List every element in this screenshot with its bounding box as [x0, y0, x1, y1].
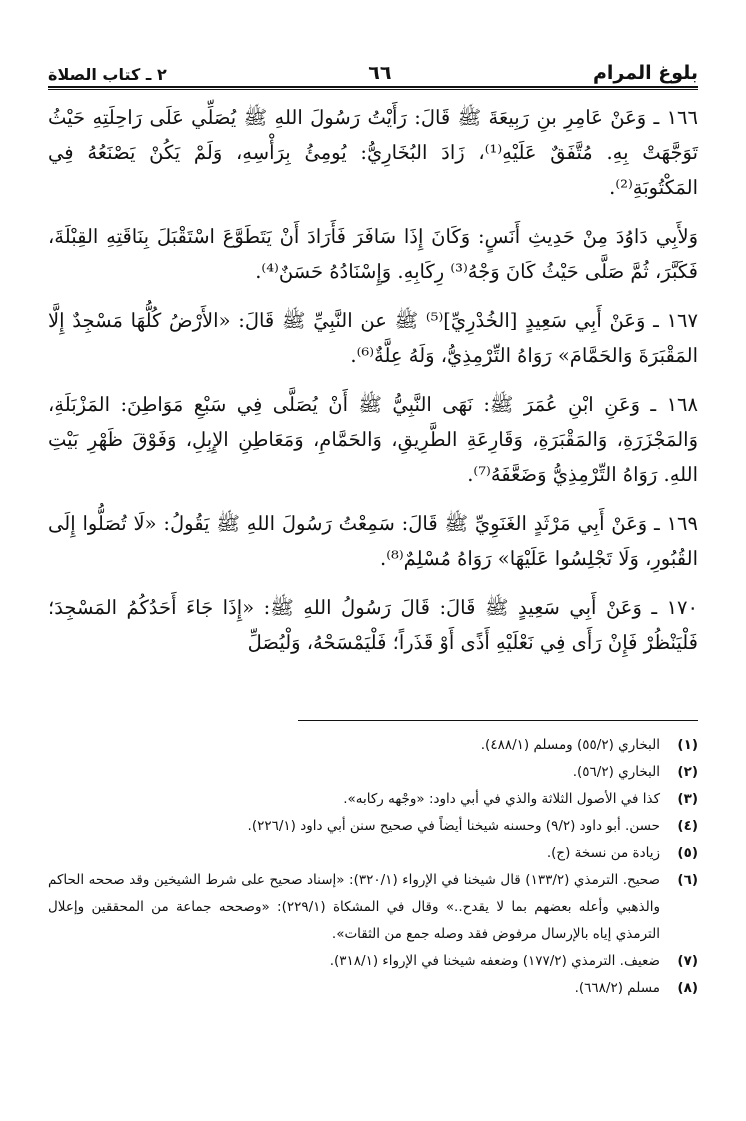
footnote-text: مسلم (٦٦٨/٢).	[574, 980, 660, 996]
footnote-label: (٨)	[677, 980, 698, 996]
footnote-4	[48, 813, 698, 840]
hadith-168: ١٦٨ ـ وَعَنِ ابْنِ عُمَرَ ﷺ: نَهَى النَّبِيُّ ﷺ أَنْ يُصَلَّى فِي سَبْعِ مَوَاطِنَ: المَزْبَلَةِ، وَالمَجْزَرَةِ، وَالمَقْبَرَةِ، وَقَارِعَةِ الطَّرِيقِ، وَالحَمَّامِ، وَمَعَاطِنِ الإِبِلِ، وَفَوْقَ ظَهْرِ بَيْتِ اللهِ. رَوَاهُ التِّرْمِذِيُّ وَضَعَّفَهُ⁽⁷⁾.	[48, 393, 698, 486]
footnote-label: (١)	[677, 737, 698, 753]
footnote-7	[48, 948, 698, 975]
footnotes	[48, 732, 698, 1002]
footnote-label: (٢)	[677, 764, 698, 780]
footnote-5	[48, 840, 698, 867]
page-number: ٦٦	[368, 62, 392, 84]
footnote-2	[48, 759, 698, 786]
hadith-167: ١٦٧ ـ وَعَنْ أَبِي سَعِيدٍ [الخُدْرِيِّ]⁽⁵⁾ ﷺ عن النَّبِيِّ ﷺ قَالَ: «الأَرْضُ كُلُّهَا مَسْجِدٌ إِلَّا المَقْبَرَةَ وَالحَمَّامَ» رَوَاهُ التِّرْمِذِيُّ، وَلَهُ عِلَّةٌ⁽⁶⁾.	[48, 309, 698, 367]
footnote-text: حسن. أبو داود (٩/٢) وحسنه شيخنا أيضاً في صحيح سنن أبي داود (٢٢٦/١).	[247, 818, 660, 834]
hadith-170: ١٧٠ ـ وَعَنْ أَبِي سَعِيدٍ ﷺ قَالَ: قَالَ رَسُولُ اللهِ ﷺ: «إِذَا جَاءَ أَحَدُكُمُ المَسْجِدَ؛ فَلْيَنْظُرْ فَإِنْ رَأَى فِي نَعْلَيْهِ أَذًى أَوْ قَذَراً؛ فَلْيَمْسَحْهُ، وَلْيُصَلِّ	[48, 596, 698, 654]
chapter-title: ٢ ـ كتاب الصلاة	[48, 65, 167, 84]
footnote-label: (٣)	[677, 791, 698, 807]
page-header	[48, 44, 698, 84]
footnote-label: (٧)	[677, 953, 698, 969]
hadith-169: ١٦٩ ـ وَعَنْ أَبِي مَرْثَدٍ الغَنَوِيِّ ﷺ قَالَ: سَمِعْتُ رَسُولَ اللهِ ﷺ يَقُولُ: «لَا تُصَلُّوا إِلَى القُبُورِ، وَلَا تَجْلِسُوا عَلَيْهَا» رَوَاهُ مُسْلِمٌ⁽⁸⁾.	[48, 512, 698, 570]
footnote-6	[48, 867, 698, 948]
footnote-text: كذا في الأصول الثلاثة والذي في أبي داود: «وجْهه ركابه».	[343, 791, 660, 807]
footnote-3	[48, 786, 698, 813]
footnote-label: (٤)	[677, 818, 698, 834]
hadith-166: ١٦٦ ـ وَعَنْ عَامِرِ بنِ رَبِيعَةَ ﷺ قَالَ: رَأَيْتُ رَسُولَ اللهِ ﷺ يُصَلِّي عَلَى رَاحِلَتِهِ حَيْثُ تَوَجَّهَتْ بِهِ. مُتَّفَقٌ عَلَيْهِ⁽¹⁾، زَادَ البُخَارِيُّ: يُومِئُ بِرَأْسِهِ، وَلَمْ يَكُنْ يَصْنَعُهُ فِي المَكْتُوبَةِ⁽²⁾.	[48, 106, 699, 199]
hadith-166-addition: وَلأَبِي دَاوُدَ مِنْ حَدِيثِ أَنَسٍ: وَكَانَ إِذَا سَافَرَ فَأَرَادَ أَنْ يَتَطَوَّعَ اسْتَقْبَلَ بِنَاقَتِهِ القِبْلَةَ، فَكَبَّرَ، ثُمَّ صَلَّى حَيْثُ كَانَ وَجْهُ⁽³⁾ رِكَابِهِ. وَإِسْنَادُهُ حَسَنٌ⁽⁴⁾.	[48, 225, 698, 283]
footnote-8	[48, 975, 698, 1002]
main-text	[48, 100, 698, 664]
footnote-text: ضعيف. الترمذي (١٧٧/٢) وضعفه شيخنا في الإرواء (٣١٨/١).	[329, 953, 660, 969]
footnote-text: البخاري (٥٥/٢) ومسلم (٤٨٨/١).	[480, 737, 660, 753]
header-divider	[48, 86, 698, 90]
footnote-label: (٥)	[677, 845, 698, 861]
footnote-text: زيادة من نسخة (ج).	[546, 845, 660, 861]
footnote-text: البخاري (٥٦/٢).	[572, 764, 660, 780]
book-title: بلوغ المرام	[592, 62, 698, 84]
footnote-divider	[298, 720, 698, 721]
footnote-label: (٦)	[677, 872, 698, 888]
footnote-text: صحيح. الترمذي (١٣٣/٢) قال شيخنا في الإرواء (٣٢٠/١): «إسناد صحيح على شرط الشيخين وقد صححه الحاكم والذهبي وأعله بعضهم بما لا يقدح..» وقال في المشكاة (٢٢٩/١): «وصححه جماعة من المحققين وإعلال الترمذي إياه بالإرسال مرفوض فقد وصله جمع من الثقات».	[48, 872, 661, 942]
footnote-1	[48, 732, 698, 759]
